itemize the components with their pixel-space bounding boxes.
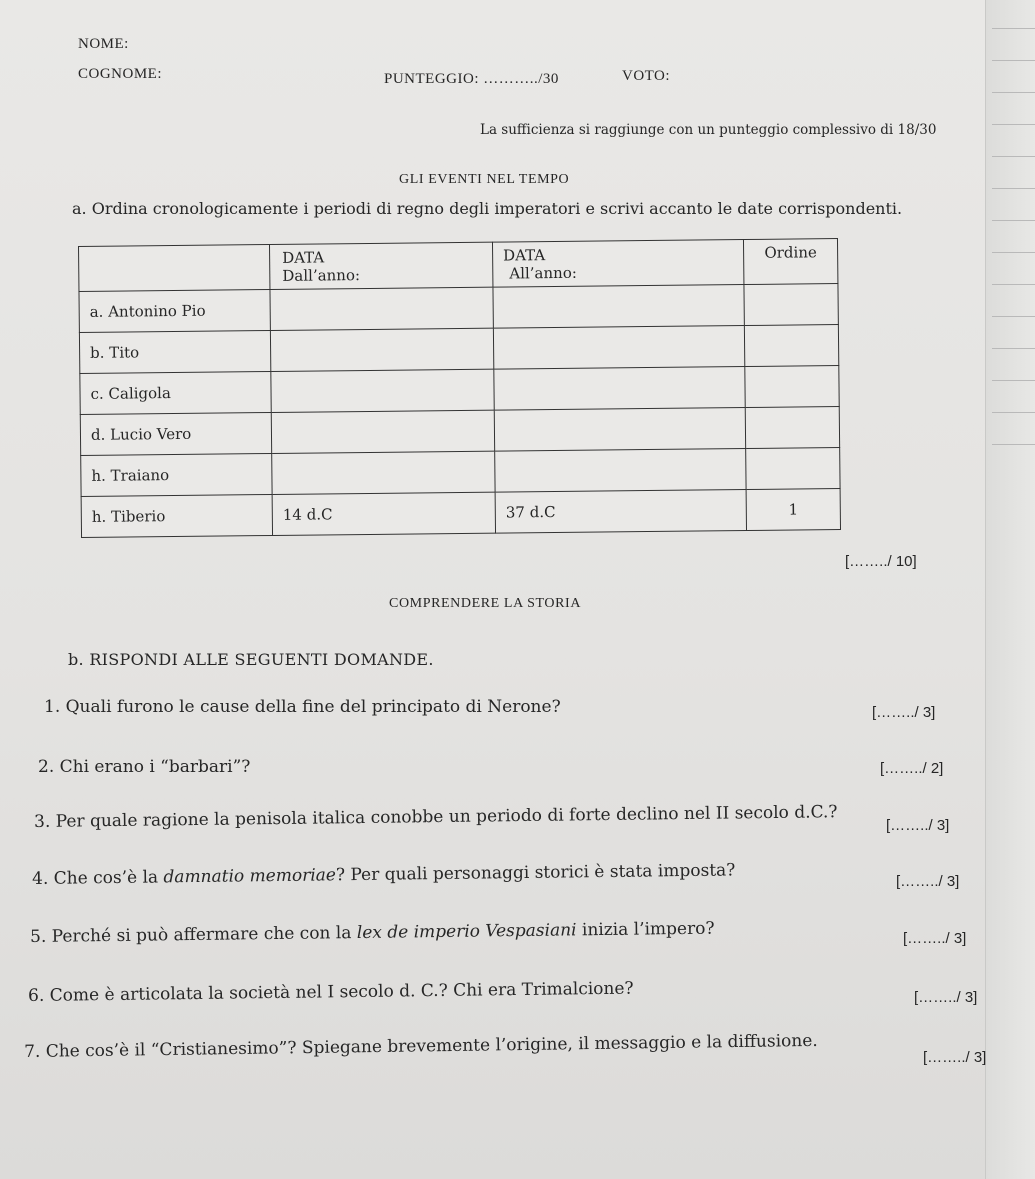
question-5-pre: 5. Perché si può affermare che con la (30, 923, 357, 947)
voto-label: VOTO: (622, 68, 671, 84)
question-3: 3. Per quale ragione la penisola italica conobbe un periodo di forte declino nel II secolo d.C.? (34, 802, 838, 832)
question-4-score: [……../ 3] (896, 873, 960, 890)
emperor-name-cell: h. Tiberio (81, 494, 272, 537)
ordine-cell[interactable] (745, 407, 839, 449)
question-4-pre: 4. Che cos’è la (32, 867, 164, 889)
question-6: 6. Come è articolata la società nel I secolo d. C.? Chi era Trimalcione? (28, 978, 634, 1006)
question-7: 7. Che cos’è il “Cristianesimo”? Spiegane brevemente l’origine, il messaggio e la diffusione. (24, 1030, 818, 1062)
header-ordine: Ordine (743, 239, 837, 285)
question-1: 1. Quali furono le cause della fine del principato di Nerone? (44, 697, 561, 717)
header-al-line2: All’anno: (509, 263, 577, 283)
question-6-score: [……../ 3] (914, 989, 978, 1006)
ordine-cell[interactable]: 1 (746, 489, 840, 531)
al-cell[interactable] (494, 408, 745, 452)
al-cell[interactable] (493, 285, 744, 329)
cognome-label: COGNOME: (78, 66, 163, 82)
nome-label: NOME: (78, 36, 129, 52)
emperor-name-cell: d. Lucio Vero (80, 412, 271, 455)
emperor-name-cell: c. Caligola (80, 371, 271, 414)
emperors-table (78, 238, 841, 526)
question-4 (32, 860, 735, 889)
section-b-title: COMPRENDERE LA STORIA (389, 596, 582, 611)
dal-cell[interactable] (271, 369, 494, 412)
header-dal-line1: DATA (282, 248, 325, 267)
question-5-term: lex de imperio Vespasiani (356, 920, 577, 944)
al-cell[interactable]: 37 d.C (495, 490, 746, 534)
dal-cell[interactable]: 14 d.C (272, 492, 495, 535)
question-1-score: [……../ 3] (872, 704, 936, 721)
section-a-instruction: a. Ordina cronologicamente i periodi di regno degli imperatori e scrivi accanto le date corrispondenti. (72, 199, 903, 218)
question-5 (30, 919, 715, 947)
table-header-row (79, 239, 838, 292)
ordine-cell[interactable] (745, 366, 839, 408)
sufficienza-note: La sufficienza si raggiunge con un punteggio complessivo di 18/30 (480, 122, 937, 138)
emperor-name-cell: a. Antonino Pio (79, 289, 270, 332)
emperor-name-cell: b. Tito (79, 330, 270, 373)
al-cell[interactable] (494, 367, 745, 411)
question-5-score: [……../ 3] (903, 930, 967, 947)
header-al-line1: DATA (503, 246, 546, 265)
header-dal-line2: Dall’anno: (282, 266, 361, 285)
question-3-score: [……../ 3] (886, 817, 950, 834)
al-cell[interactable] (493, 326, 744, 370)
question-4-term: damnatio memoriae (163, 865, 337, 888)
emperor-name-cell: h. Traiano (81, 453, 272, 496)
ordine-cell[interactable] (744, 325, 838, 367)
punteggio-label: PUNTEGGIO: ………../30 (384, 71, 559, 87)
header-blank-cell (79, 244, 270, 291)
table-row (81, 489, 840, 538)
question-5-post: inizia l’impero? (576, 918, 715, 941)
question-2: 2. Chi erano i “barbari”? (38, 757, 251, 777)
dal-cell[interactable] (271, 410, 494, 453)
question-7-score: [……../ 3] (923, 1049, 987, 1066)
section-a-score: [……../ 10] (845, 553, 917, 570)
section-a-title: GLI EVENTI NEL TEMPO (399, 172, 570, 187)
dal-cell[interactable] (270, 328, 493, 371)
ordine-cell[interactable] (746, 448, 840, 490)
ordine-cell[interactable] (744, 284, 838, 326)
question-2-score: [……../ 2] (880, 760, 944, 777)
header-al (492, 240, 743, 288)
question-4-post: ? Per quali personaggi storici è stata imposta? (335, 860, 736, 886)
al-cell[interactable] (495, 449, 746, 493)
header-dal (269, 242, 492, 289)
dal-cell[interactable] (272, 451, 495, 494)
dal-cell[interactable] (270, 287, 493, 330)
facing-notebook-page (985, 0, 1035, 1179)
section-b-instruction: b. RISPONDI ALLE SEGUENTI DOMANDE. (68, 650, 434, 669)
